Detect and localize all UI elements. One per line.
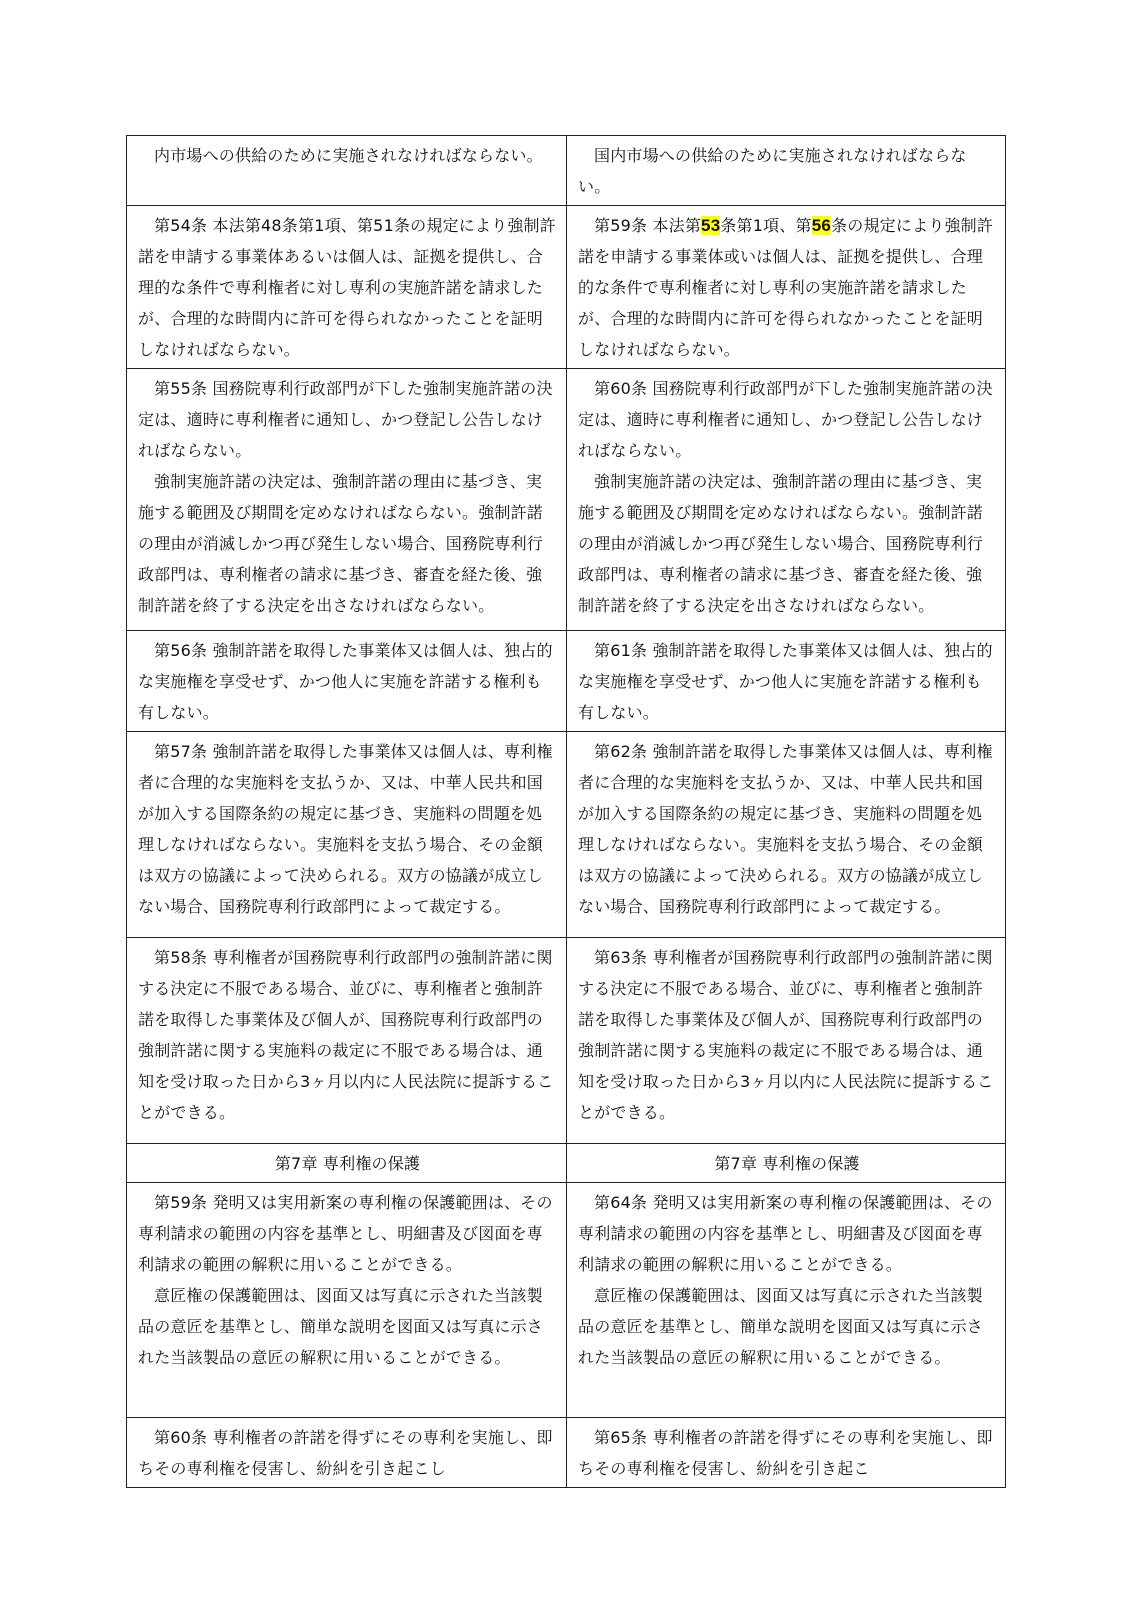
- old-law-cell: [127, 631, 567, 732]
- old-law-cell: [127, 206, 567, 369]
- text-segment: 条の規定により強制許諾を申請する事業体或いは個人は、証拠を提供し、合理的な条件で専利権者に対し専利の実施許諾を請求したが、合理的な時間内に許可を得られなかったことを証明しなければならない。: [578, 216, 994, 359]
- article-paragraph: 第60条 国務院専利行政部門が下した強制実施許諾の決定は、適時に専利権者に通知し、かつ登記し公告しなければならない。: [578, 379, 993, 460]
- table-row: [127, 136, 1006, 206]
- old-law-cell: [127, 369, 567, 631]
- article-paragraph: 第63条 専利権者が国務院専利行政部門の強制許諾に関する決定に不服である場合、並びに、専利権者と強制許諾を取得した事業体及び個人が、国務院専利行政部門の強制許諾に関する実施料の裁定に不服である場合は、通知を受け取った日から3ヶ月以内に人民法院に提訴することができる。: [578, 948, 994, 1122]
- article-paragraph: 強制実施許諾の決定は、強制許諾の理由に基づき、実施する範囲及び期間を定めなければならない。強制許諾の理由が消滅しかつ再び発生しない場合、国務院専利行政部門は、専利権者の請求に基づき、審査を経た後、強制許諾を終了する決定を出さなければならない。: [578, 472, 984, 615]
- article-paragraph: 第65条 専利権者の許諾を得ずにその専利を実施し、即ちその専利権を侵害し、紛糾を引き起こ: [578, 1428, 993, 1478]
- table-row: [127, 206, 1006, 369]
- old-law-cell: [127, 938, 567, 1144]
- article-paragraph: 第64条 発明又は実用新案の専利権の保護範囲は、その専利請求の範囲の内容を基準とし、明細書及び図面を専利請求の範囲の解釈に用いることができる。: [578, 1193, 993, 1274]
- table-row: [127, 732, 1006, 938]
- chapter-heading-row: [127, 1144, 1006, 1183]
- article-paragraph: 第56条 強制許諾を取得した事業体又は個人は、独占的な実施権を享受せず、かつ他人に実施を許諾する権利も有しない。: [138, 641, 553, 722]
- new-law-cell: [567, 1183, 1006, 1418]
- article-paragraph: 第54条 本法第48条第1項、第51条の規定により強制許諾を申請する事業体あるいは個人は、証拠を提供し、合理的な条件で専利権者に対し専利の実施許諾を請求したが、合理的な時間内に許可を得られなかったことを証明しなければならない。: [138, 216, 556, 359]
- table-row: [127, 1418, 1006, 1488]
- old-law-cell: [127, 1183, 567, 1418]
- comparison-table: [126, 135, 1006, 1488]
- article-paragraph: 第55条 国務院専利行政部門が下した強制実施許諾の決定は、適時に専利権者に通知し、かつ登記し公告しなければならない。: [138, 379, 553, 460]
- article-paragraph: [578, 210, 996, 365]
- new-law-cell: [567, 1418, 1006, 1488]
- article-paragraph: 第62条 強制許諾を取得した事業体又は個人は、専利権者に合理的な実施料を支払うか、又は、中華人民共和国が加入する国際条約の規定に基づき、実施料の問題を処理しなければならない。実施料を支払う場合、その金額は双方の協議によって決められる。双方の協議が成立しない場合、国務院専利行政部門によって裁定する。: [578, 742, 993, 916]
- table-row: [127, 369, 1006, 631]
- new-law-cell: [567, 732, 1006, 938]
- new-law-cell: [567, 369, 1006, 631]
- text-segment: 条第1項、第: [720, 216, 812, 235]
- new-law-cell: [567, 206, 1006, 369]
- chapter-title: 第7章 専利権の保護: [274, 1154, 421, 1173]
- article-paragraph: 国内市場への供給のために実施されなければならない。: [578, 146, 967, 196]
- article-paragraph: 強制実施許諾の決定は、強制許諾の理由に基づき、実施する範囲及び期間を定めなければならない。強制許諾の理由が消滅しかつ再び発生しない場合、国務院専利行政部門は、専利権者の請求に基づき、審査を経た後、強制許諾を終了する決定を出さなければならない。: [138, 472, 544, 615]
- new-law-cell: [567, 631, 1006, 732]
- table-row: [127, 1183, 1006, 1418]
- highlighted-number: 53: [701, 216, 721, 235]
- article-paragraph: 意匠権の保護範囲は、図面又は写真に示された当該製品の意匠を基準とし、簡単な説明を図面又は写真に示された当該製品の意匠の解釈に用いることができる。: [578, 1286, 984, 1367]
- comparison-table-body: [127, 136, 1006, 1488]
- table-row: [127, 938, 1006, 1144]
- article-paragraph: 第57条 強制許諾を取得した事業体又は個人は、専利権者に合理的な実施料を支払うか、又は、中華人民共和国が加入する国際条約の規定に基づき、実施料の問題を処理しなければならない。実施料を支払う場合、その金額は双方の協議によって決められる。双方の協議が成立しない場合、国務院専利行政部門によって裁定する。: [138, 742, 553, 916]
- old-law-cell: [127, 732, 567, 938]
- chapter-heading-new: [567, 1144, 1006, 1183]
- text-segment: 第59条 本法第: [594, 216, 702, 235]
- old-law-cell: [127, 136, 567, 206]
- article-paragraph: 意匠権の保護範囲は、図面又は写真に示された当該製品の意匠を基準とし、簡単な説明を図面又は写真に示された当該製品の意匠の解釈に用いることができる。: [138, 1286, 544, 1367]
- table-row: [127, 631, 1006, 732]
- article-paragraph: 内市場への供給のために実施されなければならない。: [154, 146, 543, 165]
- article-paragraph: 第58条 専利権者が国務院専利行政部門の強制許諾に関する決定に不服である場合、並びに、専利権者と強制許諾を取得した事業体及び個人が、国務院専利行政部門の強制許諾に関する実施料の裁定に不服である場合は、通知を受け取った日から3ヶ月以内に人民法院に提訴することができる。: [138, 948, 554, 1122]
- new-law-cell: [567, 938, 1006, 1144]
- old-law-cell: [127, 1418, 567, 1488]
- chapter-heading-old: [127, 1144, 567, 1183]
- article-paragraph: 第60条 専利権者の許諾を得ずにその専利を実施し、即ちその専利権を侵害し、紛糾を引き起こし: [138, 1428, 553, 1478]
- article-paragraph: 第61条 強制許諾を取得した事業体又は個人は、独占的な実施権を享受せず、かつ他人に実施を許諾する権利も有しない。: [578, 641, 993, 722]
- article-paragraph: 第59条 発明又は実用新案の専利権の保護範囲は、その専利請求の範囲の内容を基準とし、明細書及び図面を専利請求の範囲の解釈に用いることができる。: [138, 1193, 553, 1274]
- new-law-cell: [567, 136, 1006, 206]
- chapter-title: 第7章 専利権の保護: [714, 1154, 860, 1173]
- highlighted-number: 56: [811, 216, 832, 235]
